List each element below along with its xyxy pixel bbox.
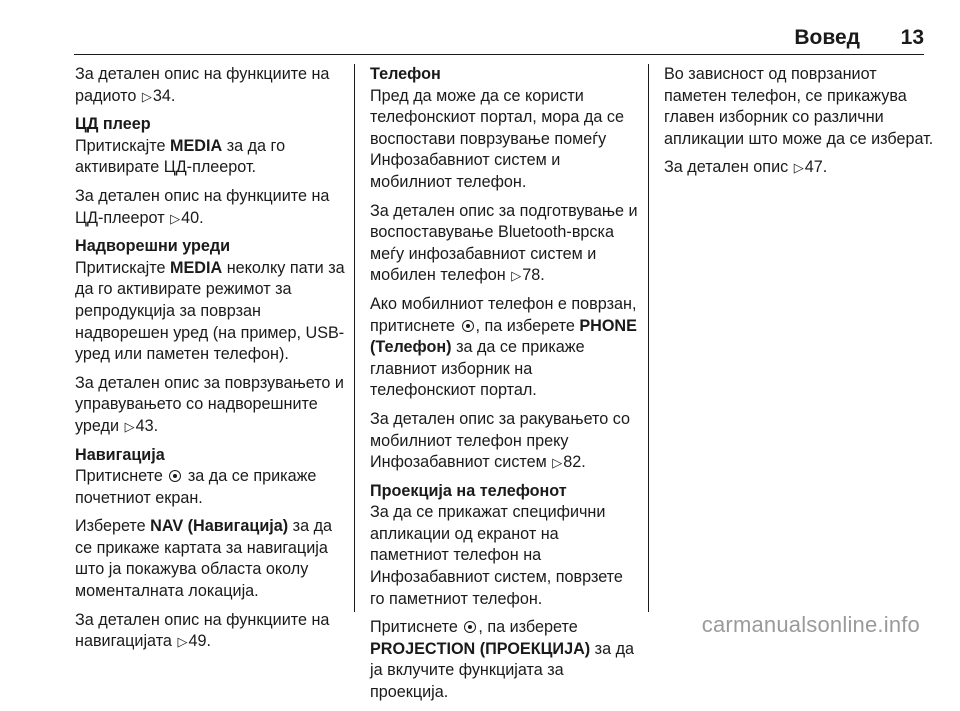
section-heading: ЦД плеер (75, 115, 151, 134)
watermark: carmanualsonline.info (701, 612, 920, 637)
arrow-right-icon: ▷ (170, 210, 181, 226)
paragraph: За детален опис на функциите на радиото ▷34. (75, 64, 345, 107)
arrow-right-icon: ▷ (552, 455, 563, 471)
home-button-icon (464, 621, 476, 633)
page-reference: 40. (181, 208, 204, 227)
page-reference: 34. (152, 86, 176, 105)
page-number: 13 (900, 26, 924, 49)
section-heading: Телефон (370, 65, 441, 83)
paragraph: За детален опис на функциите на навигацијата ▷49. (75, 610, 345, 653)
page-header (0, 0, 960, 56)
paragraph: За детален опис на функциите на ЦД-плеерот ▷40. (75, 186, 345, 229)
column-2 (370, 64, 640, 711)
arrow-right-icon: ▷ (177, 634, 188, 650)
paragraph: Притискајте MEDIA за да го активирате ЦД-плеерот. (75, 136, 286, 177)
arrow-right-icon: ▷ (124, 418, 135, 434)
paragraph: Притиснете , па изберете PROJECTION (ПРОЕКЦИЈА) за да ја вклучите функцијата за проекција. (370, 618, 635, 702)
section-heading: Навигација (75, 445, 165, 464)
page-reference: 47. (804, 158, 828, 177)
paragraph: Пред да може да се користи телефонскиот портал, мора да се воспостави поврзување помеѓу Инфозабавниот систем и мобилниот телефон. (370, 86, 624, 191)
column-3 (664, 64, 934, 186)
menu-label: PROJECTION (ПРОЕКЦИЈА) (370, 639, 591, 658)
column-1 (75, 64, 345, 660)
key-label: MEDIA (170, 136, 223, 155)
page-reference: 78. (522, 266, 545, 285)
section-heading: Надворешни уреди (75, 237, 231, 256)
paragraph: За да се прикажат специфични апликации од екранот на паметниот телефон на Инфозабавниот систем, поврзете го паметниот телефон. (370, 503, 623, 608)
section-heading: Проекција на телефонот (370, 481, 567, 500)
paragraph: Притиснете за да се прикаже почетниот екран. (75, 467, 317, 507)
home-button-icon (169, 470, 181, 482)
paragraph: Ако мобилниот телефон е поврзан, притиснете , па изберете PHONE (Телефон) за да се прикаже главниот изборник на телефонскиот портал. (370, 294, 637, 400)
paragraph: Во зависност од поврзаниот паметен телефон, се прикажува главен изборник со различни апликации што може да се изберат. (664, 65, 934, 148)
section-title: Вовед (794, 26, 860, 49)
key-label: MEDIA (170, 258, 223, 277)
paragraph: За детален опис ▷47. (664, 157, 934, 179)
paragraph: За детален опис за ракувањето со мобилниот телефон преку Инфозабавниот систем ▷82. (370, 409, 640, 474)
menu-label: PHONE (Телефон) (370, 316, 637, 357)
paragraph: За детален опис за поврзувањето и управувањето со надворешните уреди ▷43. (75, 373, 345, 438)
paragraph: За детален опис за подготвување и воспоставување Bluetooth-врска меѓу инфозабавниот систем и мобилен телефон ▷78. (370, 201, 640, 287)
arrow-right-icon: ▷ (793, 160, 804, 176)
menu-label: NAV (Навигација) (150, 517, 289, 536)
paragraph: Изберете NAV (Навигација) за да се прикаже картата за навигација што ја покажува областа околу моменталната локација. (75, 517, 333, 601)
page-reference: 43. (135, 416, 159, 435)
header-rule (74, 54, 924, 55)
paragraph: Притискајте MEDIA неколку пати за да го активирате режимот за репродукција за поврзан надворешен уред (на пример, USB-уред или паметен телефон). (75, 258, 345, 364)
page-reference: 49. (188, 632, 211, 651)
column-divider-1 (354, 64, 355, 612)
arrow-right-icon: ▷ (141, 88, 152, 104)
home-button-icon (462, 320, 474, 332)
column-divider-2 (648, 64, 649, 612)
arrow-right-icon: ▷ (511, 268, 522, 284)
page-reference: 82. (563, 453, 586, 472)
